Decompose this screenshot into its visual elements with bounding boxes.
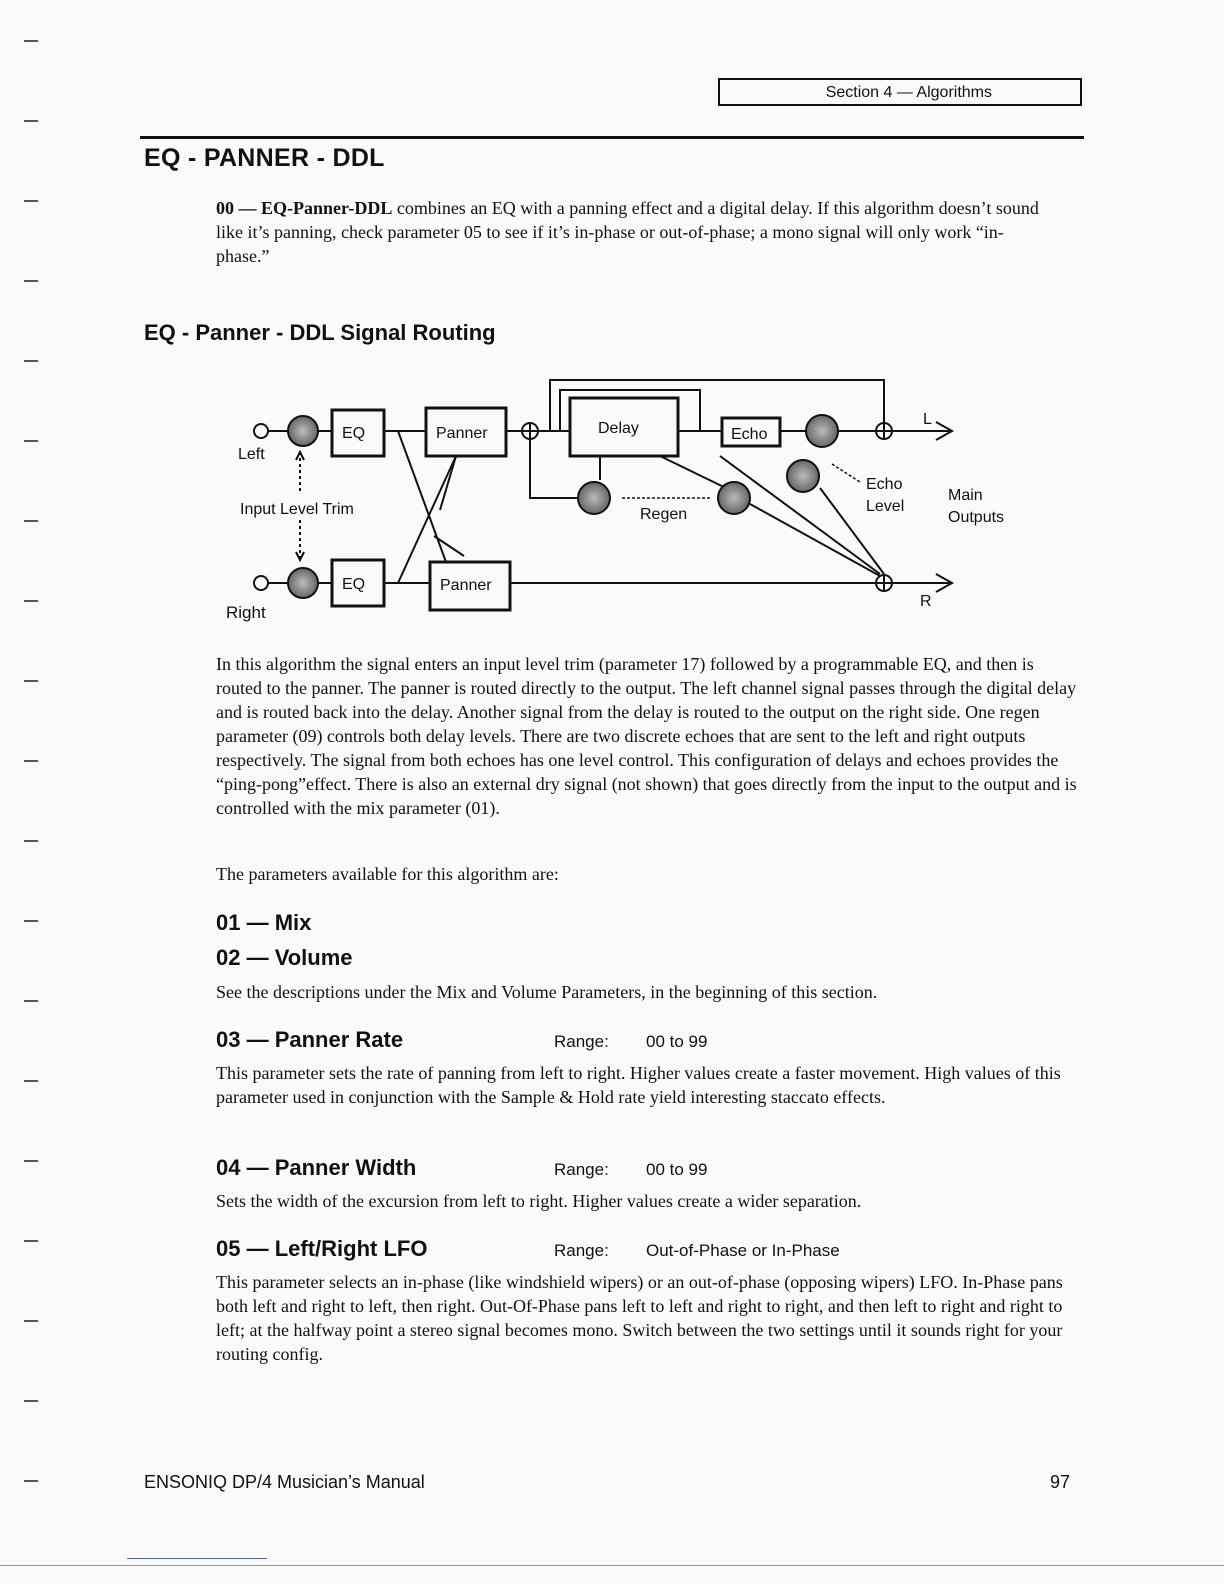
param-desc-panner-width: Sets the width of the excursion from left to right. Higher values create a wider separation. — [216, 1191, 862, 1211]
margin-tick — [24, 1320, 38, 1322]
param-heading-volume: 02 — Volume — [216, 945, 353, 970]
main-outputs-label-1: Main — [948, 487, 983, 504]
main-outputs-label-2: Outputs — [948, 509, 1005, 526]
output-r-label: R — [920, 593, 932, 610]
page-number: 97 — [1050, 1472, 1071, 1492]
eq-label-right: EQ — [342, 576, 366, 593]
param-desc-volume: See the descriptions under the Mix and Volume Parameters, in the beginning of this section. — [216, 982, 878, 1002]
intro-text: combines an EQ with a panning effect and a digital delay. If this algorithm doesn’t sound like it’s panning, check parameter 05 to see if it’s in-phase or out-of-phase; a mono signal will only work “in-phase.” — [216, 198, 1039, 266]
margin-tick — [24, 1000, 38, 1002]
signal-routing-diagram — [220, 370, 1020, 630]
margin-tick — [24, 1080, 38, 1082]
param-range-panner-width — [554, 1160, 707, 1180]
margin-tick — [24, 120, 38, 122]
right-input-label: Right — [226, 603, 266, 622]
input-trim-knob-left — [288, 416, 318, 446]
panner-label-left: Panner — [436, 425, 488, 442]
margin-tick — [24, 680, 38, 682]
param-heading-panner-width: 04 — Panner Width — [216, 1155, 417, 1180]
intro-algorithm-name: 00 — EQ-Panner-DDL — [216, 198, 393, 218]
range-label: Range: — [554, 1160, 609, 1179]
input-trim-knob-right — [288, 568, 318, 598]
regen-knob-2 — [718, 482, 750, 514]
margin-tick — [24, 1240, 38, 1242]
output-l-label: L — [923, 411, 932, 428]
margin-tick — [24, 1400, 38, 1402]
params-intro: The parameters available for this algorithm are: — [216, 864, 559, 884]
footer-manual-title: ENSONIQ DP/4 Musician’s Manual — [144, 1472, 425, 1492]
margin-tick — [24, 520, 38, 522]
title-rule — [140, 136, 1084, 139]
param-heading-mix: 01 — Mix — [216, 910, 312, 935]
margin-tick — [24, 920, 38, 922]
margin-tick — [24, 200, 38, 202]
echo-level-label-2: Level — [866, 498, 905, 515]
scan-artifact — [127, 1558, 267, 1559]
range-label: Range: — [554, 1241, 609, 1260]
eq-label-left: EQ — [342, 425, 366, 442]
page-edge — [0, 1565, 1224, 1566]
intro-paragraph — [216, 196, 1056, 268]
param-range-lr-lfo — [554, 1241, 840, 1261]
margin-tick — [24, 840, 38, 842]
range-label: Range: — [554, 1032, 609, 1051]
param-desc-lr-lfo: This parameter selects an in-phase (like windshield wipers) or an out-of-phase (opposing wipers) LFO. In-Phase pans both left and right to left, then right. Out-Of-Phase pans left to left and right to right, and then left to right and right to left; at the halfway point a stereo signal becomes mono. Switch between the two settings until it sounds right for your routing config. — [216, 1272, 1063, 1364]
page-title: EQ - PANNER - DDL — [144, 144, 385, 172]
margin-tick — [24, 280, 38, 282]
input-trim-label: Input Level Trim — [240, 501, 354, 518]
regen-label: Regen — [640, 506, 688, 523]
routing-title: EQ - Panner - DDL Signal Routing — [144, 320, 496, 345]
delay-label: Delay — [598, 420, 639, 437]
param-heading-lr-lfo: 05 — Left/Right LFO — [216, 1236, 428, 1261]
echo-level-knob-l — [806, 415, 838, 447]
section-header: Section 4 — Algorithms — [718, 78, 1082, 106]
param-desc-panner-rate: This parameter sets the rate of panning from left to right. Higher values create a faster movement. High values of this parameter used in conjunction with the Sample & Hold rate yield interesting staccato effects. — [216, 1063, 1061, 1107]
regen-knob-1 — [578, 482, 610, 514]
range-value: 00 to 99 — [646, 1160, 708, 1179]
range-value: Out-of-Phase or In-Phase — [646, 1241, 840, 1260]
left-input-jack — [254, 424, 268, 438]
range-value: 00 to 99 — [646, 1032, 708, 1051]
panner-label-right: Panner — [440, 577, 492, 594]
margin-tick — [24, 40, 38, 42]
margin-tick — [24, 760, 38, 762]
margin-tick — [24, 1480, 38, 1482]
echo-label: Echo — [731, 426, 768, 443]
margin-tick — [24, 360, 38, 362]
right-input-jack — [254, 576, 268, 590]
echo-level-knob-r — [787, 460, 819, 492]
margin-tick — [24, 440, 38, 442]
param-range-panner-rate — [554, 1032, 707, 1052]
param-heading-panner-rate: 03 — Panner Rate — [216, 1027, 404, 1052]
left-input-label: Left — [238, 446, 265, 463]
routing-description: In this algorithm the signal enters an input level trim (parameter 17) followed by a programmable EQ, and then is routed to the panner. The panner is routed directly to the output. The left channel signal passes through the digital delay and is routed back into the delay. Another signal from the delay is routed to the output on the right side. One regen parameter (09) controls both delay levels. There are two discrete echoes that are sent to the left and right outputs respectively. The signal from both echoes has one level control. This configuration of delays and echoes provides the “ping-pong”effect. There is also an external dry signal (not shown) that goes directly from the input to the output and is controlled with the mix parameter (01). — [216, 654, 1077, 818]
margin-tick — [24, 1160, 38, 1162]
margin-tick — [24, 600, 38, 602]
echo-level-label-1: Echo — [866, 476, 903, 493]
